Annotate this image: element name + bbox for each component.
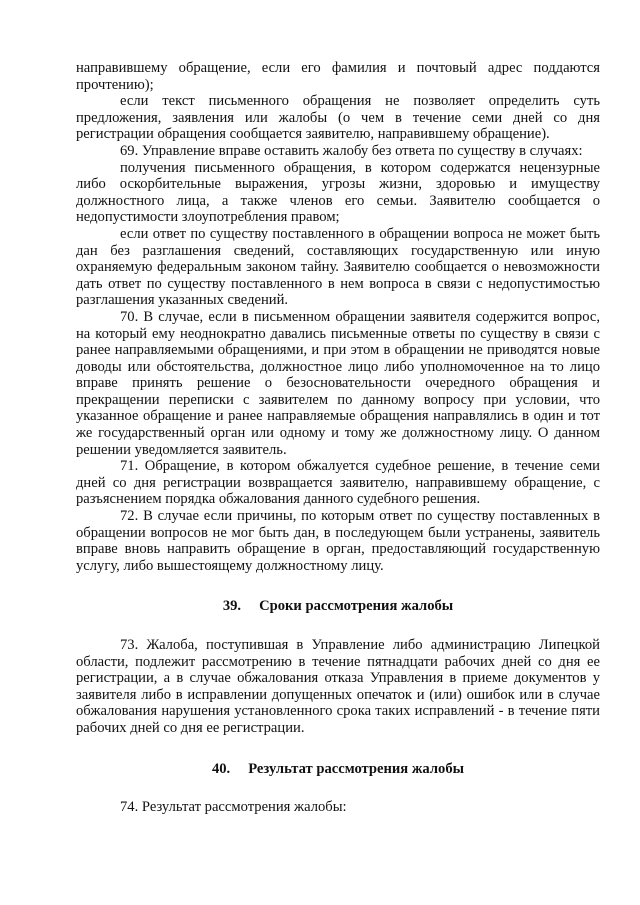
paragraph-70: 70. В случае, если в письменном обращении заявителя содержится вопрос, на который ему неоднократно давались письменные ответы по существу в связи с ранее направляемыми обращениями, и при этом в обращении не приводятся новые доводы или обстоятельства, должностное лицо либо уполномоченное на то лицо вправе принять решение о безосновательности очередного обращения и прекращении переписки с заявителем по данному вопросу при условии, что указанное обращение и ранее направляемые обращения направлялись в один и тот же государственный орган или одному и тому же должностному лицу. О данном решении уведомляется заявитель.: [76, 308, 600, 458]
paragraph-continuation: направившему обращение, если его фамилия и почтовый адрес поддаются прочтению);: [76, 60, 600, 93]
paragraph-74: 74. Результат рассмотрения жалобы:: [120, 799, 347, 816]
paragraph: если текст письменного обращения не позволяет определить суть предложения, заявления или жалобы (о чем в течение семи дней со дня регистрации обращения сообщается заявителю, направившему обращение).: [76, 93, 600, 143]
section-number: 39.: [222, 598, 242, 615]
section-number: 40.: [211, 760, 231, 777]
paragraph: получения письменного обращения, в котором содержатся нецензурные либо оскорбительные выражения, угрозы жизни, здоровью и имуществу должностного лица, а также членов его семьи. Заявителю сообщается о недопустимости злоупотребления правом;: [76, 159, 600, 226]
paragraph-73: 73. Жалоба, поступившая в Управление либо администрацию Липецкой области, подлежит рассмотрению в течение пятнадцати рабочих дней со дня ее регистрации, а в случае обжалования отказа Управления в приеме документов у заявителя либо в исправлении допущенных опечаток и (или) ошибок или в случае обжалования нарушения установленного срока таких исправлений - в течение пяти рабочих дней со дня ее регистрации.: [76, 637, 600, 736]
document-body: [76, 60, 600, 816]
section-heading-40: [76, 761, 600, 778]
section-heading-39: [76, 598, 600, 615]
paragraph: если ответ по существу поставленного в обращении вопроса не может быть дан без разглашения сведений, составляющих государственную или иную охраняемую федеральным законом тайну. Заявителю сообщается о невозможности дать ответ по существу поставленного в нем вопроса в связи с недопустимостью разглашения указанных сведений.: [76, 225, 600, 309]
section-title: Результат рассмотрения жалобы: [248, 760, 465, 777]
paragraph-72: 72. В случае если причины, по которым ответ по существу поставленных в обращении вопросов не мог быть дан, в последующем были устранены, заявитель вправе вновь направить обращение в орган, предоставляющий государственную услугу, либо вышестоящему должностному лицу.: [76, 508, 600, 574]
paragraph-69: 69. Управление вправе оставить жалобу без ответа по существу в случаях:: [120, 142, 583, 159]
paragraph-71: 71. Обращение, в котором обжалуется судебное решение, в течение семи дней со дня регистрации возвращается заявителю, направившему обращение, с разъяснением порядка обжалования данного судебного решения.: [76, 458, 600, 508]
section-title: Сроки рассмотрения жалобы: [259, 598, 454, 615]
